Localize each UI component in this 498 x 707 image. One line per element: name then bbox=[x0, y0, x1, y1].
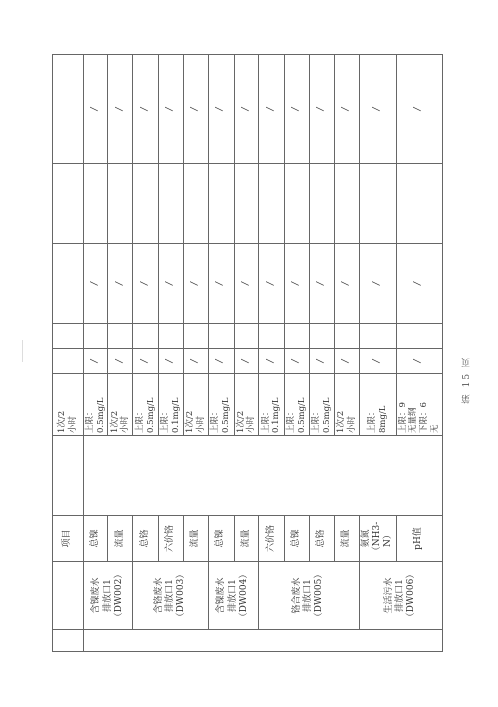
empty-mark: / bbox=[84, 244, 108, 324]
blank-cell bbox=[284, 164, 309, 244]
empty-mark: / bbox=[159, 55, 183, 164]
item-cell: 流量 bbox=[334, 516, 359, 562]
table-row bbox=[133, 55, 159, 652]
blank-cell bbox=[53, 164, 84, 244]
empty-mark: / bbox=[84, 55, 108, 164]
outlet-cell: 生活污水 排放口1 （DW006） bbox=[359, 562, 442, 630]
limit-cell: 上限： 0.1mg/L bbox=[258, 374, 284, 436]
empty-mark: / bbox=[309, 349, 334, 374]
empty-mark: / bbox=[159, 244, 183, 324]
blank-method-column bbox=[84, 436, 443, 516]
blank-cell bbox=[159, 324, 183, 349]
limit-cell: 上限： 0.5mg/L bbox=[84, 374, 108, 436]
item-cell: 氨氮 （NH3-N） bbox=[359, 516, 396, 562]
limit-cell: 1次/2 小时 bbox=[108, 374, 133, 436]
empty-mark: / bbox=[133, 55, 159, 164]
empty-mark: / bbox=[258, 55, 284, 164]
item-cell: 总镍 bbox=[84, 516, 108, 562]
empty-mark: / bbox=[284, 55, 309, 164]
blank-cell bbox=[396, 164, 442, 244]
limit-cell: 1次/2 小时 bbox=[53, 374, 84, 436]
blank-cell bbox=[258, 164, 284, 244]
empty-mark: / bbox=[183, 349, 208, 374]
table-row bbox=[258, 55, 284, 652]
column-label-cell: 项目 bbox=[53, 516, 84, 562]
empty-mark: / bbox=[284, 244, 309, 324]
limit-cell: 上限： 0.5mg/L bbox=[309, 374, 334, 436]
table-row bbox=[84, 55, 108, 652]
blank-cell bbox=[108, 164, 133, 244]
item-cell: 总镍 bbox=[284, 516, 309, 562]
empty-mark: / bbox=[396, 349, 442, 374]
blank-cell bbox=[258, 324, 284, 349]
empty-mark: / bbox=[258, 349, 284, 374]
blank-cell bbox=[183, 164, 208, 244]
blank-cell bbox=[183, 324, 208, 349]
empty-mark: / bbox=[396, 55, 442, 164]
blank-cell bbox=[309, 324, 334, 349]
binding-mark bbox=[22, 340, 23, 362]
item-cell: 六价铬 bbox=[159, 516, 183, 562]
page-number: 第 15 页 bbox=[462, 356, 472, 404]
empty-mark: / bbox=[208, 349, 234, 374]
empty-mark: / bbox=[133, 244, 159, 324]
item-cell: 总铬 bbox=[133, 516, 159, 562]
outlet-cell: 含铬废水 排放口1 （DW003） bbox=[133, 562, 208, 630]
empty-mark: / bbox=[133, 349, 159, 374]
table-wrapper bbox=[52, 55, 440, 652]
limit-cell: 上限： 0.5mg/L bbox=[208, 374, 234, 436]
blank-cell bbox=[84, 324, 108, 349]
limit-cell: 上限： 0.1mg/L bbox=[159, 374, 183, 436]
rotated-table-container bbox=[52, 55, 440, 652]
empty-mark: / bbox=[334, 244, 359, 324]
blank-cell bbox=[396, 324, 442, 349]
limit-cell: 上限： 8mg/L bbox=[359, 374, 396, 436]
empty-mark: / bbox=[359, 349, 396, 374]
item-cell: pH值 bbox=[396, 516, 442, 562]
blank-cell bbox=[309, 164, 334, 244]
empty-mark: / bbox=[159, 349, 183, 374]
item-cell: 流量 bbox=[234, 516, 258, 562]
item-cell: 六价铬 bbox=[258, 516, 284, 562]
blank-cell bbox=[334, 324, 359, 349]
empty-mark: / bbox=[108, 244, 133, 324]
blank-cell bbox=[359, 324, 396, 349]
blank-cell bbox=[234, 324, 258, 349]
empty-mark: / bbox=[234, 55, 258, 164]
empty-mark: / bbox=[334, 349, 359, 374]
empty-mark: / bbox=[183, 244, 208, 324]
limit-cell: 上限： 0.5mg/L bbox=[133, 374, 159, 436]
item-cell: 流量 bbox=[108, 516, 133, 562]
empty-mark: / bbox=[208, 244, 234, 324]
blank-cell bbox=[84, 164, 108, 244]
limit-cell: 上限：9 无量纲 下限：6 无 bbox=[396, 374, 442, 436]
item-cell: 流量 bbox=[183, 516, 208, 562]
blank-cell bbox=[53, 436, 84, 516]
empty-mark: / bbox=[359, 55, 396, 164]
empty-mark: / bbox=[208, 55, 234, 164]
blank-cell bbox=[359, 164, 396, 244]
monitoring-table bbox=[52, 54, 443, 652]
outlet-cell: 铬合废水 排放口1 （DW005） bbox=[258, 562, 359, 630]
blank-cell bbox=[53, 55, 84, 164]
blank-cell bbox=[53, 630, 84, 652]
empty-mark: / bbox=[258, 244, 284, 324]
blank-left-column bbox=[84, 630, 443, 652]
blank-cell bbox=[334, 164, 359, 244]
empty-mark: / bbox=[234, 349, 258, 374]
blank-cell bbox=[133, 164, 159, 244]
blank-cell bbox=[108, 324, 133, 349]
empty-mark: / bbox=[396, 244, 442, 324]
blank-cell bbox=[53, 244, 84, 324]
empty-mark: / bbox=[309, 55, 334, 164]
table-header-row bbox=[53, 55, 84, 652]
blank-cell bbox=[159, 164, 183, 244]
blank-cell bbox=[53, 349, 84, 374]
empty-mark: / bbox=[183, 55, 208, 164]
blank-cell bbox=[234, 164, 258, 244]
blank-cell bbox=[208, 324, 234, 349]
limit-cell: 1次/2 小时 bbox=[183, 374, 208, 436]
empty-mark: / bbox=[284, 349, 309, 374]
limit-cell: 上限： 0.5mg/L bbox=[284, 374, 309, 436]
empty-mark: / bbox=[359, 244, 396, 324]
blank-cell bbox=[53, 562, 84, 630]
table-row bbox=[359, 55, 396, 652]
blank-cell bbox=[133, 324, 159, 349]
outlet-cell: 含镍废水 排放口1 （DW004） bbox=[208, 562, 258, 630]
blank-cell bbox=[208, 164, 234, 244]
empty-mark: / bbox=[334, 55, 359, 164]
item-cell: 总铬 bbox=[309, 516, 334, 562]
empty-mark: / bbox=[84, 349, 108, 374]
empty-mark: / bbox=[108, 55, 133, 164]
blank-cell bbox=[284, 324, 309, 349]
limit-cell: 1次/2 小时 bbox=[234, 374, 258, 436]
empty-mark: / bbox=[234, 244, 258, 324]
item-cell: 总镍 bbox=[208, 516, 234, 562]
blank-cell bbox=[53, 324, 84, 349]
outlet-cell: 含镍废水 排放口1 （DW002） bbox=[84, 562, 133, 630]
empty-mark: / bbox=[309, 244, 334, 324]
table-row bbox=[208, 55, 234, 652]
limit-cell: 1次/2 小时 bbox=[334, 374, 359, 436]
empty-mark: / bbox=[108, 349, 133, 374]
